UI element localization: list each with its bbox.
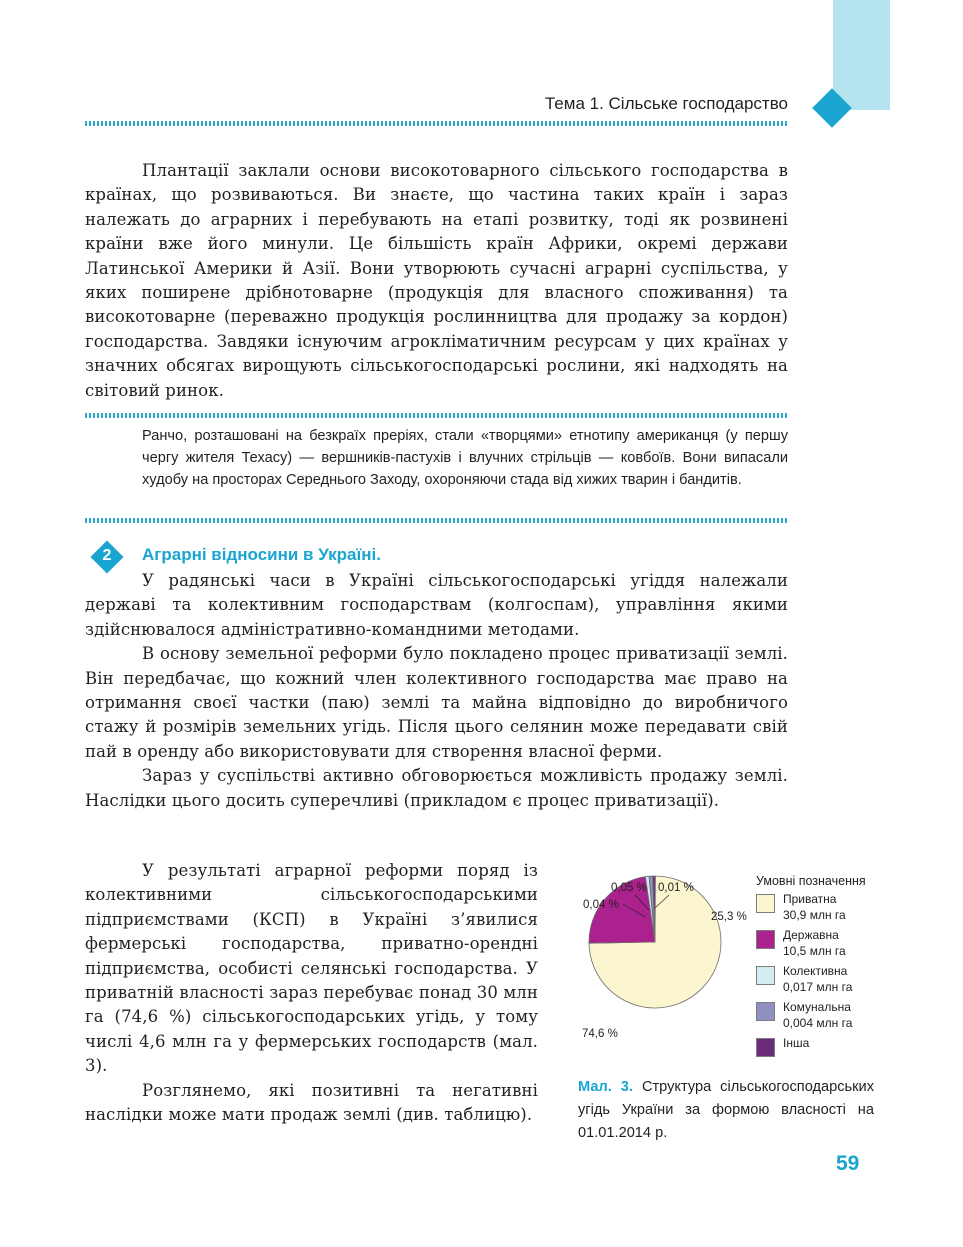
legend-swatch xyxy=(756,1038,775,1057)
legend-label-area: 0,004 млн га xyxy=(783,1015,853,1030)
legend-label-area: 0,017 млн га xyxy=(783,979,853,994)
caption-label: Мал. 3. xyxy=(578,1079,633,1095)
pie-data-label: 0,01 % xyxy=(658,882,694,894)
chart-legend xyxy=(756,874,886,1072)
legend-label xyxy=(783,1036,809,1052)
legend-item xyxy=(756,928,886,964)
legend-label xyxy=(783,892,846,923)
legend-items xyxy=(756,892,886,1072)
legend-item xyxy=(756,1000,886,1036)
legend-label-name: Приватна xyxy=(783,892,837,906)
legend-swatch xyxy=(756,1002,775,1021)
paragraph-plantations xyxy=(85,159,788,403)
aside-ranch-note: Ранчо, розташовані на безкраїх преріях, стали «творцями» етнотипу американця (у першу чергу жителя Техасу) — вершників-пастухів і влучних стрільців — ковбоїв. Вони випасали худобу на просторах Середнього Заходу, охороняючи стада від хижих тварин і бандитів. xyxy=(142,428,788,488)
aside-divider-top xyxy=(85,413,788,418)
section-title: Аграрні відносини в Україні. xyxy=(142,545,381,564)
section-number-badge xyxy=(92,542,122,572)
legend-label-name: Інша xyxy=(783,1036,810,1050)
legend-title: Умовні позначення xyxy=(756,874,866,888)
section-number: 2 xyxy=(102,547,112,564)
legend-item xyxy=(756,892,886,928)
header-divider xyxy=(85,121,788,126)
legend-label-area: 10,5 млн га xyxy=(783,943,846,958)
running-header: Тема 1. Сільське господарство xyxy=(544,94,788,113)
corner-tab xyxy=(833,0,890,110)
section-paragraph: У радянські часи в Україні сільськогосподарські угіддя належали державі та колективним господарствам (колгоспам), управління якими здійснювалося адміністративно-командними методами. xyxy=(85,571,788,639)
section-paragraph: У результаті аграрної реформи поряд із колективними сільськогосподарськими підприємствами (КСП) в Україні з’явилися фермерські господарства, приватно-орендні підприємства, особисті селянські господарства. У приватній власності зараз перебуває понад 30 млн га (74,6 %) сільськогосподарських угідь, у тому числі 4,6 млн га у фермерських господарств (мал. 3). xyxy=(85,861,538,1076)
section-paragraph: Розглянемо, які позитивні та негативні наслідки може мати продаж землі (див. таблицю). xyxy=(85,1080,538,1125)
legend-label-name: Колективна xyxy=(783,964,848,978)
figure-caption xyxy=(578,1076,874,1145)
pie-data-label: 0,05 % xyxy=(611,882,647,894)
legend-label xyxy=(783,1000,852,1031)
legend-item xyxy=(756,1036,886,1072)
legend-item xyxy=(756,964,886,1000)
legend-label-name: Державна xyxy=(783,928,839,942)
legend-swatch xyxy=(756,894,775,913)
pie-data-label: 25,3 % xyxy=(711,911,747,923)
legend-label xyxy=(783,964,852,995)
section-paragraph: Зараз у суспільстві активно обговорюється можливість продажу землі. Наслідки цього досить суперечливі (прикладом є процес приватизації). xyxy=(85,766,788,810)
page-number: 59 xyxy=(836,1152,860,1175)
aside-divider-bottom xyxy=(85,518,788,523)
pie-data-label: 74,6 % xyxy=(582,1028,618,1040)
caption-text: Структура сільськогосподарських угідь України за формою власності на 01.01.2014 р. xyxy=(578,1079,874,1141)
pie-data-label: 0,04 % xyxy=(583,899,619,911)
section-body-narrow xyxy=(85,859,538,1127)
legend-label-name: Комунальна xyxy=(783,1000,851,1014)
legend-swatch xyxy=(756,966,775,985)
paragraph-text: Плантації заклали основи високотоварного сільського господарства в країнах, що розвиваються. Ви знаєте, що частина таких країн і зараз належать до аграрних і перебувають на етапі розвитку, тоді як розвинені країни вже його минули. Це більшість країн Африки, окремі держави Латинської Америки й Азії. Вони утворюють сучасні аграрні суспільства, у яких поширене дрібнотоварне (продукція для власного споживання) та високотоварне (переважно продукція рослинництва для продажу за кордон) господарства. Завдяки існуючим агрокліматичним ресурсам у цих країнах у значних обсягах вирощують сільськогосподарські рослини, які надходять на світовий ринок. xyxy=(85,161,788,400)
section-paragraph: В основу земельної реформи було покладено процес приватизації землі. Він передбачає, що кожний член колективного господарства має право на отримання своєї частки (паю) землі та майна відповідно до виробничого стажу й розмірів земельних угідь. Після цього селянин може передавати свій пай в оренду або використовувати для створення власної ферми. xyxy=(85,644,788,761)
legend-label xyxy=(783,928,846,959)
section-body xyxy=(85,569,788,813)
legend-swatch xyxy=(756,930,775,949)
legend-label-area: 30,9 млн га xyxy=(783,907,846,922)
